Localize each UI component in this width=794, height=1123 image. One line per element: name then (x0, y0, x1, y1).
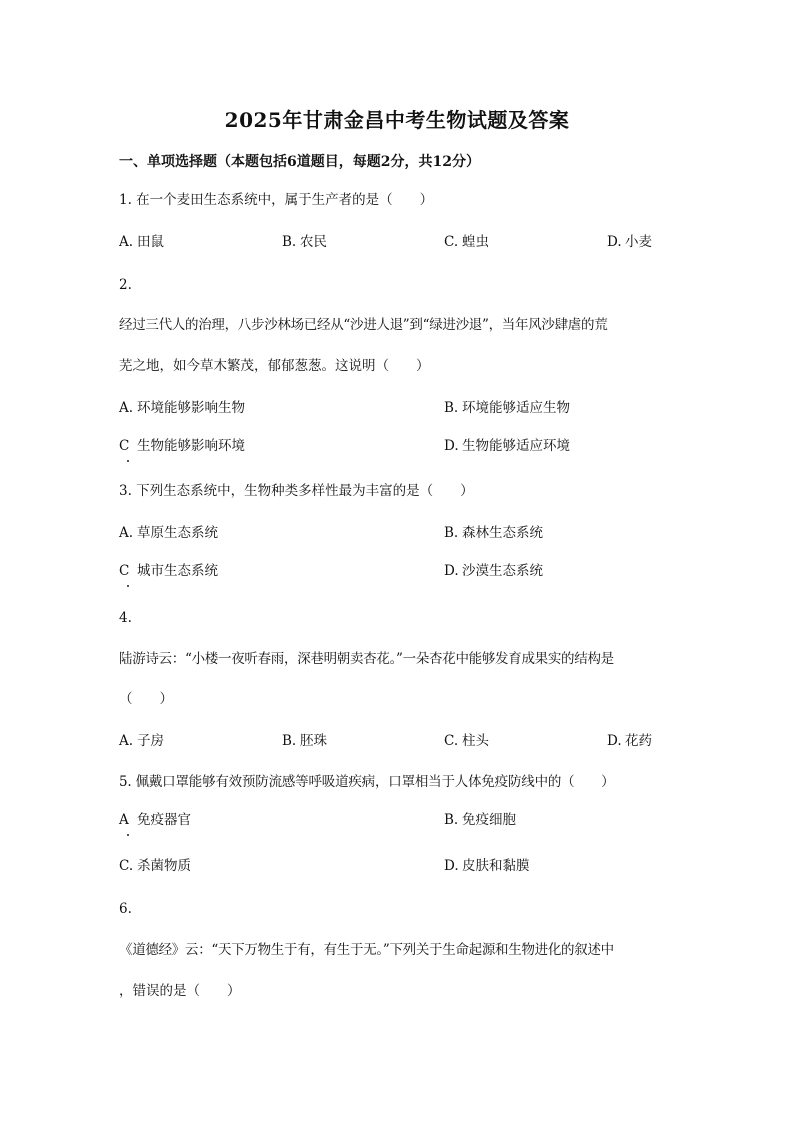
option-text: 免疫器官 (137, 812, 191, 828)
q5-option-b (444, 811, 516, 829)
section-heading: 一、单项选择题（本题包括6道题目，每题2分，共12分） (119, 154, 480, 170)
option-dot (127, 585, 129, 587)
option-text: 田鼠 (137, 234, 164, 250)
option-letter: A. (119, 234, 134, 250)
question-2-line-1: 经过三代人的治理，八步沙林场已经从“沙进人退”到“绿进沙退”，当年风沙肆虐的荒 (119, 317, 608, 333)
option-letter: A. (119, 733, 134, 749)
option-text: 生物能够适应环境 (462, 438, 570, 454)
q1-option-b (282, 233, 327, 251)
option-letter: B. (444, 812, 459, 828)
option-text: 皮肤和黏膜 (462, 858, 530, 874)
option-text: 城市生态系统 (137, 563, 218, 579)
q3-option-d (444, 562, 543, 580)
q1-option-d (607, 233, 652, 251)
q2-option-a (119, 399, 245, 417)
option-text: 子房 (137, 733, 164, 749)
question-2-number: 2. (119, 277, 132, 293)
option-letter: C (119, 438, 130, 454)
option-letter: B. (444, 525, 459, 541)
q3-option-b (444, 524, 543, 542)
question-2-line-2: 芜之地，如今草木繁茂，郁郁葱葱。这说明（ ） (119, 358, 430, 374)
q3-option-a (119, 524, 218, 542)
option-letter: A (119, 812, 129, 828)
q2-option-b (444, 399, 570, 417)
option-letter: D. (607, 733, 622, 749)
option-letter: D. (444, 858, 459, 874)
option-letter: C (119, 563, 130, 579)
option-text: 胚珠 (300, 733, 327, 749)
question-4-number: 4. (119, 610, 132, 626)
option-text: 花药 (625, 733, 652, 749)
option-text: 环境能够影响生物 (137, 400, 245, 416)
option-letter: C. (444, 234, 459, 250)
option-text: 沙漠生态系统 (462, 563, 543, 579)
question-6-line-2: ，错误的是（ ） (119, 983, 241, 999)
option-dot (127, 460, 129, 462)
option-letter: B. (282, 234, 297, 250)
q5-option-d (444, 857, 530, 875)
option-letter: D. (444, 438, 459, 454)
q5-option-c (119, 857, 191, 875)
question-5-stem: 5. 佩戴口罩能够有效预防流感等呼吸道疾病，口罩相当于人体免疫防线中的（ ） (119, 774, 615, 790)
option-text: 蝗虫 (462, 234, 489, 250)
question-4-line-1: 陆游诗云：“小楼一夜听春雨，深巷明朝卖杏花。”一朵杏花中能够发育成果实的结构是 (119, 651, 614, 667)
option-dot (127, 834, 129, 836)
option-text: 柱头 (462, 733, 489, 749)
option-text: 草原生态系统 (137, 525, 218, 541)
option-text: 免疫细胞 (462, 812, 516, 828)
question-1-stem: 1. 在一个麦田生态系统中，属于生产者的是（ ） (119, 192, 434, 208)
q1-option-a (119, 233, 164, 251)
option-letter: B. (444, 400, 459, 416)
option-text: 农民 (300, 234, 327, 250)
q3-option-c (119, 562, 218, 580)
q2-option-c (119, 437, 245, 455)
question-4-line-2: （ ） (119, 691, 173, 707)
question-6-line-1: 《道德经》云：“天下万物生于有，有生于无。”下列关于生命起源和生物进化的叙述中 (119, 942, 614, 958)
question-6-number: 6. (119, 901, 132, 917)
option-letter: D. (607, 234, 622, 250)
option-letter: C. (444, 733, 459, 749)
option-text: 杀菌物质 (137, 858, 191, 874)
option-letter: A. (119, 525, 134, 541)
q5-option-a (119, 811, 191, 829)
option-letter: B. (282, 733, 297, 749)
question-3-stem: 3. 下列生态系统中，生物种类多样性最为丰富的是（ ） (119, 483, 474, 499)
q4-option-d (607, 732, 652, 750)
option-letter: D. (444, 563, 459, 579)
option-text: 森林生态系统 (462, 525, 543, 541)
option-text: 小麦 (625, 234, 652, 250)
option-letter: A. (119, 400, 134, 416)
q4-option-a (119, 732, 164, 750)
q2-option-d (444, 437, 570, 455)
q4-option-b (282, 732, 327, 750)
option-text: 生物能够影响环境 (137, 438, 245, 454)
page-title: 2025年甘肃金昌中考生物试题及答案 (224, 108, 570, 132)
q4-option-c (444, 732, 489, 750)
q1-option-c (444, 233, 489, 251)
option-letter: C. (119, 858, 134, 874)
option-text: 环境能够适应生物 (462, 400, 570, 416)
